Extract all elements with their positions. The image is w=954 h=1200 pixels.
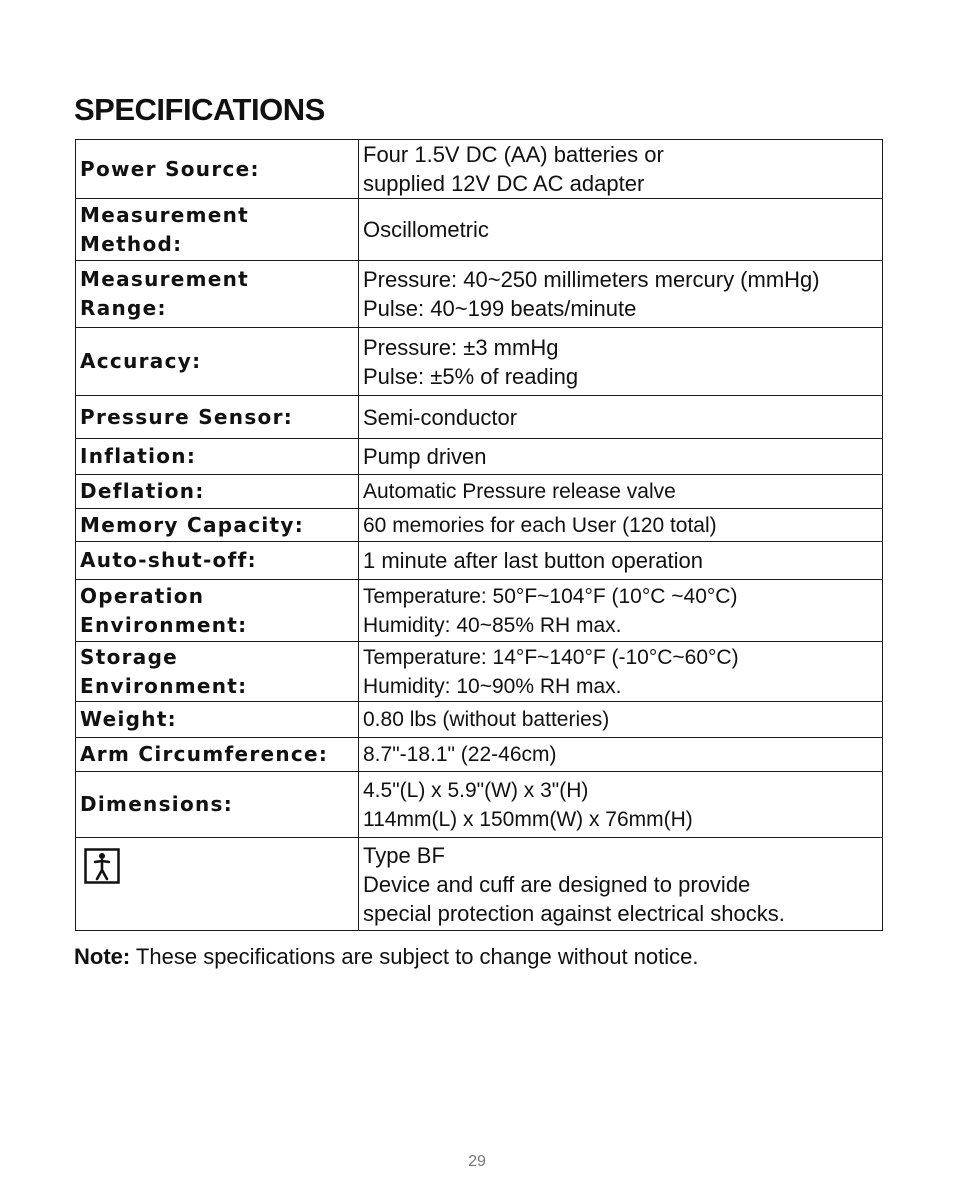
spec-label-line: Environment: [80,673,248,698]
spec-value [359,738,883,772]
spec-label [76,199,359,261]
spec-value-line: 1 minute after last button operation [363,548,703,573]
spec-value-line: Temperature: 50°F~104°F (10°C ~40°C) [363,584,738,608]
spec-value-line: Pressure: 40~250 millimeters mercury (mmHg) [363,267,820,292]
spec-value-line: 8.7"-18.1" (22-46cm) [363,743,557,766]
spec-value-line: Device and cuff are designed to provide [363,871,751,897]
spec-label [76,580,359,642]
spec-value [359,261,883,328]
spec-value-line: Pressure: ±3 mmHg [363,334,559,360]
spec-label: Power Source: [76,140,359,199]
table-row-memory-capacity [76,509,883,542]
table-row-dimensions [76,772,883,838]
footnote [74,941,698,973]
table-row-power-source [76,140,883,199]
spec-label: Deflation: [76,475,359,509]
table-row-weight [76,702,883,738]
note-label: Note: [74,944,131,969]
spec-label [76,642,359,702]
spec-label-line: Range: [80,296,167,320]
table-row-inflation [76,439,883,475]
table-row-arm-circumference [76,738,883,772]
spec-value [359,439,883,475]
page-title: SPECIFICATIONS [74,92,325,127]
spec-value [359,140,883,199]
spec-value [359,642,883,702]
spec-label-line: Measurement [80,267,250,291]
spec-value-line: Pulse: ±5% of reading [363,363,579,389]
table-row-pressure-sensor [76,396,883,439]
spec-value [359,396,883,439]
spec-value-line: Pump driven [363,444,487,469]
spec-value-line: 4.5"(L) x 5.9"(W) x 3"(H) [363,778,589,802]
table-row-storage-environment [76,642,883,702]
spec-symbol-cell [76,838,359,931]
spec-value [359,199,883,261]
spec-value [359,475,883,509]
spec-value-line: special protection against electrical shocks. [363,900,785,926]
spec-label-line: Method: [80,231,183,256]
spec-value [359,580,883,642]
spec-value-line: Four 1.5V DC (AA) batteries or [363,142,664,167]
table-row-measurement-range [76,261,883,328]
spec-label: Dimensions: [76,772,359,838]
spec-value-line: 60 memories for each User (120 total) [363,513,717,537]
spec-label [76,261,359,328]
spec-value-line: Semi-conductor [363,404,518,430]
spec-value-line: Pulse: 40~199 beats/minute [363,296,637,321]
spec-value-line: Oscillometric [363,217,489,242]
table-row-deflation [76,475,883,509]
spec-label: Inflation: [76,439,359,475]
spec-label-line: Operation [80,583,205,608]
spec-value [359,702,883,738]
spec-value [359,838,883,931]
page-number: 29 [468,1153,486,1170]
spec-value-line: Temperature: 14°F~140°F (-10°C~60°C) [363,645,739,669]
spec-value-line: Humidity: 40~85% RH max. [363,613,622,637]
note-text: These specifications are subject to change without notice. [130,944,699,969]
table-row-accuracy [76,328,883,396]
specifications-table [75,139,883,931]
type-bf-applied-part-icon [84,848,120,884]
table-row-operation-environment [76,580,883,642]
spec-value-line: 0.80 lbs (without batteries) [363,708,610,731]
spec-label: Accuracy: [76,328,359,396]
spec-label: Weight: [76,702,359,738]
spec-value-line: Humidity: 10~90% RH max. [363,674,622,698]
spec-value-line: Automatic Pressure release valve [363,480,676,503]
spec-label: Arm Circumference: [76,738,359,772]
spec-value-line: 114mm(L) x 150mm(W) x 76mm(H) [363,807,693,831]
spec-label: Memory Capacity: [76,509,359,542]
spec-value [359,542,883,580]
table-row-type-bf [76,838,883,931]
spec-label: Auto-shut-off: [76,542,359,580]
table-row-measurement-method [76,199,883,261]
spec-label: Pressure Sensor: [76,396,359,439]
spec-label-line: Environment: [80,612,248,637]
spec-label-line: Storage [80,644,179,669]
spec-value [359,509,883,542]
spec-value [359,328,883,396]
spec-label-line: Measurement [80,202,250,227]
spec-value [359,772,883,838]
spec-value-line: supplied 12V DC AC adapter [363,171,645,196]
table-row-auto-shut-off [76,542,883,580]
spec-value-line: Type BF [363,842,445,868]
